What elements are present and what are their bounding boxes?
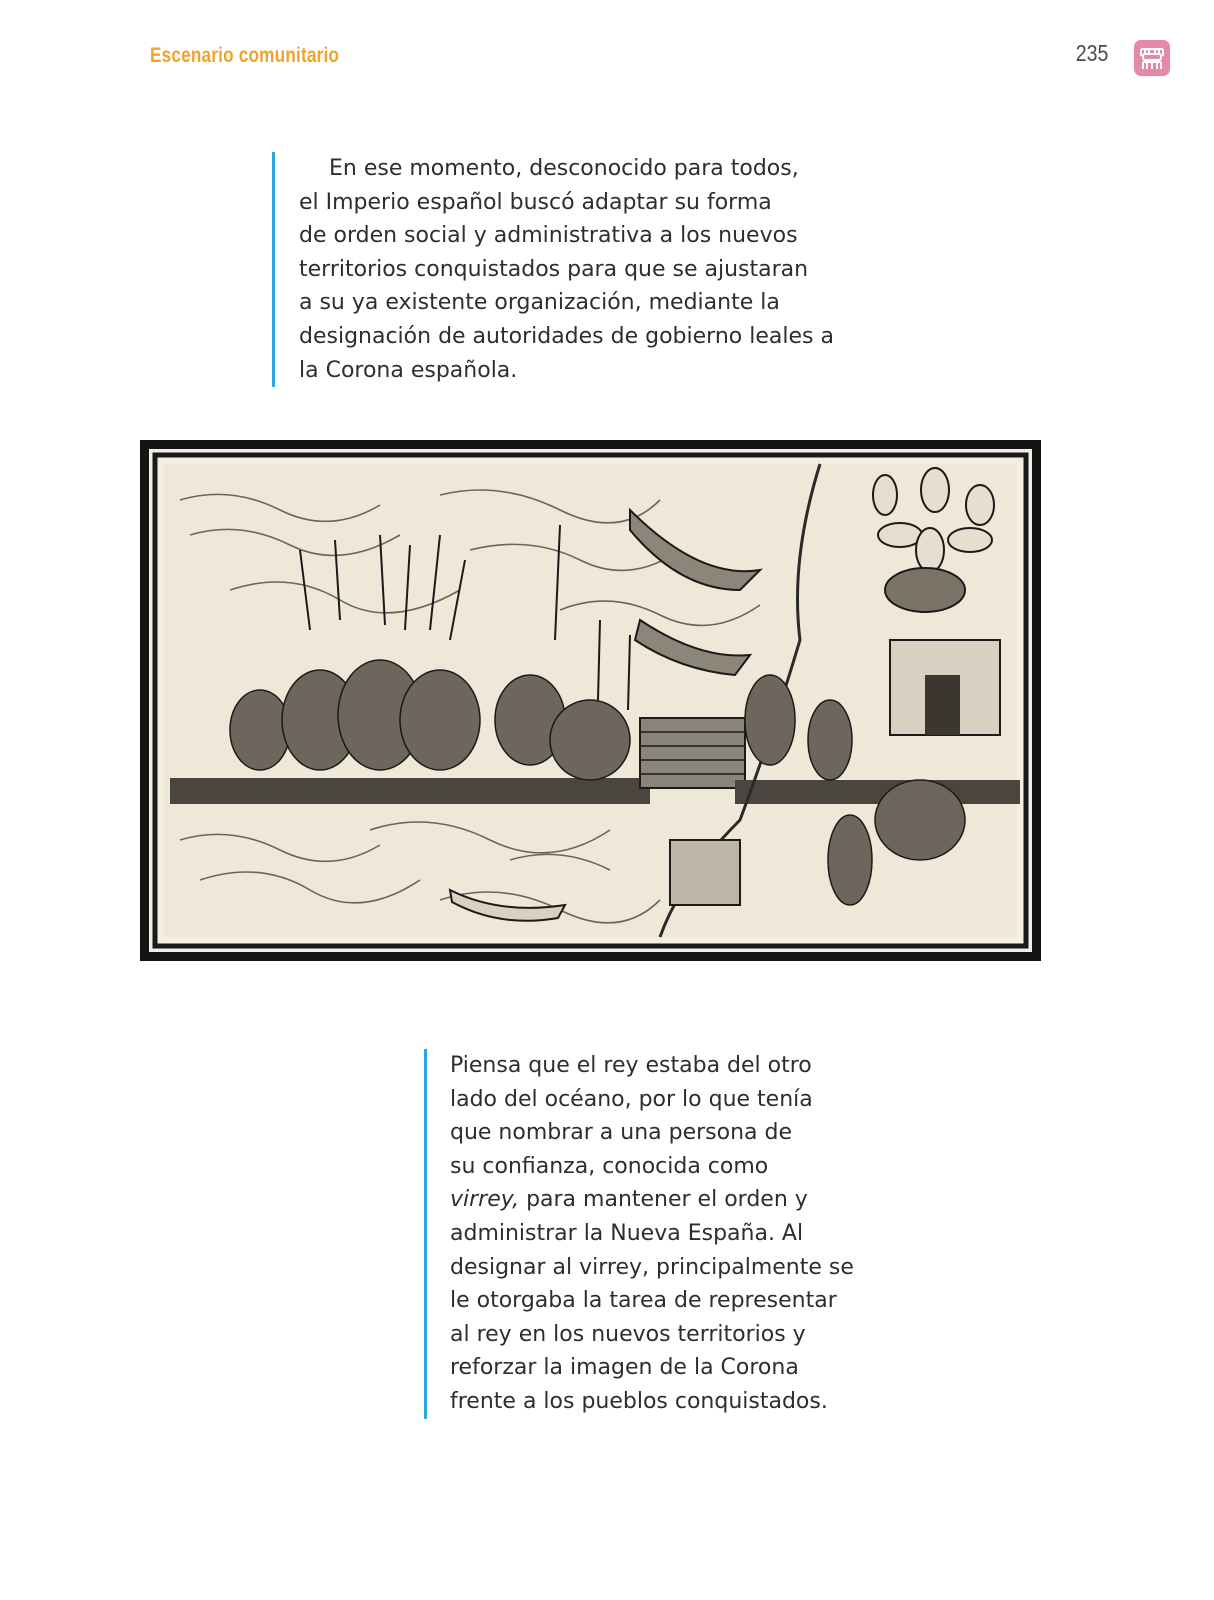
text-line: reforzar la imagen de la Corona bbox=[450, 1355, 799, 1381]
paragraph-virrey bbox=[424, 1049, 930, 1419]
text-line-rest: para mantener el orden y bbox=[526, 1187, 808, 1213]
codex-illustration bbox=[140, 440, 1041, 961]
text-line: de orden social y administrativa a los nuevos bbox=[299, 223, 798, 249]
text-line: administrar la Nueva España. Al bbox=[450, 1220, 804, 1246]
text-line: el Imperio español buscó adaptar su forma bbox=[299, 189, 772, 215]
text-line: frente a los pueblos conquistados. bbox=[450, 1388, 828, 1414]
text-line: su confianza, conocida como bbox=[450, 1153, 769, 1179]
text-line: le otorgaba la tarea de representar bbox=[450, 1288, 837, 1314]
text-line: que nombrar a una persona de bbox=[450, 1120, 793, 1146]
text-line: territorios conquistados para que se ajustaran bbox=[299, 256, 809, 282]
text-line: lado del océano, por lo que tenía bbox=[450, 1086, 813, 1112]
text-line: designar al virrey, principalmente se bbox=[450, 1254, 854, 1280]
text-line: En ese momento, desconocido para todos, bbox=[329, 156, 799, 181]
text-line: Piensa que el rey estaba del otro bbox=[450, 1053, 812, 1078]
text-line: al rey en los nuevos territorios y bbox=[450, 1321, 806, 1347]
text-line: la Corona española. bbox=[299, 357, 518, 383]
section-title: Escenario comunitario bbox=[150, 44, 340, 67]
text-line: a su ya existente organización, mediante la bbox=[299, 290, 780, 316]
page-number: 235 bbox=[1075, 40, 1108, 66]
glyph-badge-icon bbox=[1134, 40, 1170, 76]
emphasis-word: virrey, bbox=[450, 1187, 520, 1213]
text-line: designación de autoridades de gobierno leales a bbox=[299, 323, 834, 349]
paragraph-intro bbox=[272, 152, 939, 387]
text-line-virrey bbox=[450, 1183, 930, 1217]
